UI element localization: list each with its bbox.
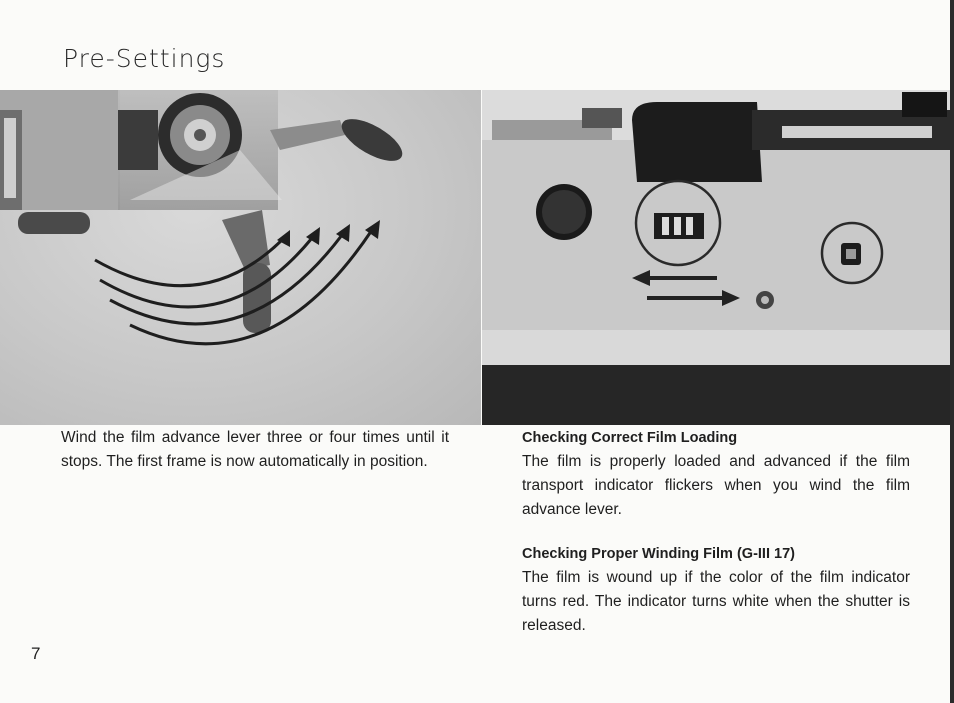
right-caption — [522, 426, 910, 638]
section-heading-film-loading: Checking Correct Film Loading — [522, 430, 738, 446]
page-number: 7 — [31, 644, 41, 663]
page-title: Pre-Settings — [63, 44, 226, 73]
section-body-film-loading: The film is properly loaded and advanced if the film transport indicator flickers when you wind the film advance lever. — [522, 453, 910, 518]
page-edge — [950, 0, 954, 703]
film-advance-lever-photo — [0, 90, 481, 425]
section-gap — [522, 522, 910, 542]
left-caption: Wind the film advance lever three or four times until it stops. The first frame is now automatically in position. — [61, 429, 449, 470]
film-transport-indicator-photo — [482, 90, 950, 425]
section-heading-winding-film: Checking Proper Winding Film (G-III 17) — [522, 546, 795, 562]
section-body-winding-film: The film is wound up if the color of the film indicator turns red. The indicator turns white when the shutter is released. — [522, 569, 910, 634]
